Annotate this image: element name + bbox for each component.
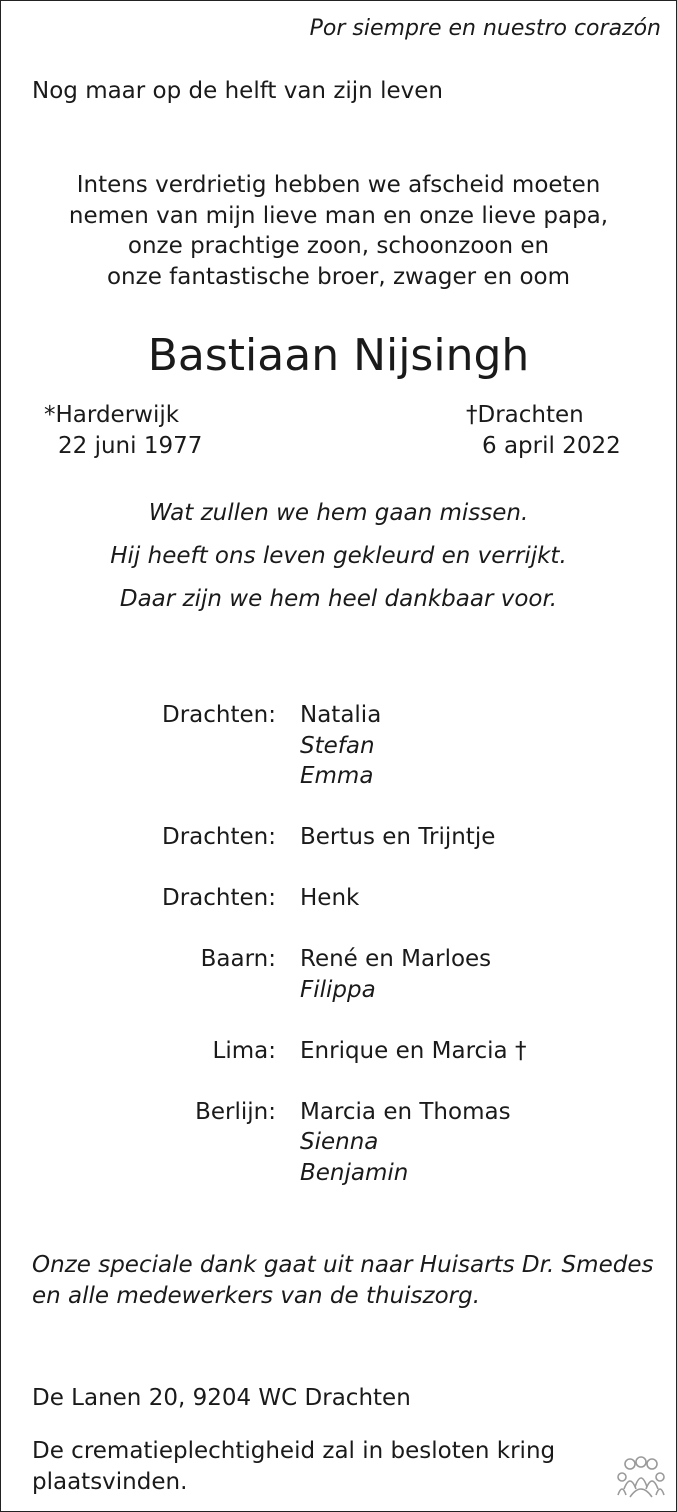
family-place: Drachten: <box>162 824 276 850</box>
deceased-name: Bastiaan Nijsingh <box>147 330 530 381</box>
announcement-line: onze prachtige zoon, schoonzoon en <box>127 233 550 259</box>
family-group <box>0 944 677 1005</box>
poem-line: Hij heeft ons leven gekleurd en verrijkt. <box>110 543 567 569</box>
thanks <box>32 1250 653 1312</box>
birth-place-text: Harderwijk <box>55 402 180 428</box>
family-names: Bertus en Trijntje <box>300 824 496 850</box>
family-child: Emma <box>300 763 374 789</box>
poem-line: Daar zijn we hem heel dankbaar voor. <box>119 586 558 612</box>
family-group <box>0 883 677 914</box>
death-symbol: † <box>466 402 478 428</box>
birth-place <box>44 402 179 428</box>
birth-symbol: * <box>44 402 56 428</box>
people-group-icon <box>616 1455 666 1499</box>
family-group <box>0 822 677 853</box>
family-list <box>0 700 677 1219</box>
death-date: 6 april 2022 <box>482 433 621 459</box>
announcement-line: onze fantastische broer, zwager en oom <box>106 263 571 290</box>
family-group <box>0 1097 677 1189</box>
death-place-text: Drachten <box>477 402 584 428</box>
motto: Por siempre en nuestro corazón <box>309 16 661 41</box>
poem <box>0 492 677 621</box>
family-child: Sienna <box>300 1129 379 1155</box>
poem-line: Wat zullen we hem gaan missen. <box>148 500 529 526</box>
ceremony-line: De crematieplechtigheid zal in besloten kring <box>32 1438 556 1464</box>
announcement-line: Intens verdrietig hebben we afscheid moeten <box>76 172 601 198</box>
announcement <box>0 170 677 292</box>
family-child: Benjamin <box>300 1159 409 1186</box>
thanks-line: Onze speciale dank gaat uit naar Huisarts Dr. Smedes <box>32 1252 654 1278</box>
death-place <box>466 402 584 428</box>
ceremony-line: plaatsvinden. <box>32 1469 188 1495</box>
family-child: Filippa <box>300 976 376 1003</box>
thanks-line: en alle medewerkers van de thuiszorg. <box>32 1283 481 1309</box>
family-names: Henk <box>300 885 360 911</box>
family-place: Berlijn: <box>195 1098 276 1125</box>
family-names: Marcia en Thomas <box>300 1098 511 1125</box>
family-group <box>0 700 677 792</box>
family-place: Lima: <box>212 1037 276 1064</box>
birth-date: 22 juni 1977 <box>58 433 203 459</box>
family-place: Drachten: <box>162 885 276 911</box>
family-group <box>0 1036 677 1067</box>
family-names: René en Marloes <box>300 946 492 972</box>
announcement-line: nemen van mijn lieve man en onze lieve papa, <box>68 202 609 229</box>
family-place: Drachten: <box>162 702 276 728</box>
intro-line: Nog maar op de helft van zijn leven <box>32 78 443 104</box>
address: De Lanen 20, 9204 WC Drachten <box>32 1385 411 1411</box>
family-place: Baarn: <box>200 946 276 972</box>
family-names: Natalia <box>300 702 382 728</box>
ceremony <box>32 1436 555 1498</box>
family-child: Stefan <box>300 732 375 759</box>
family-names: Enrique en Marcia † <box>300 1037 527 1064</box>
